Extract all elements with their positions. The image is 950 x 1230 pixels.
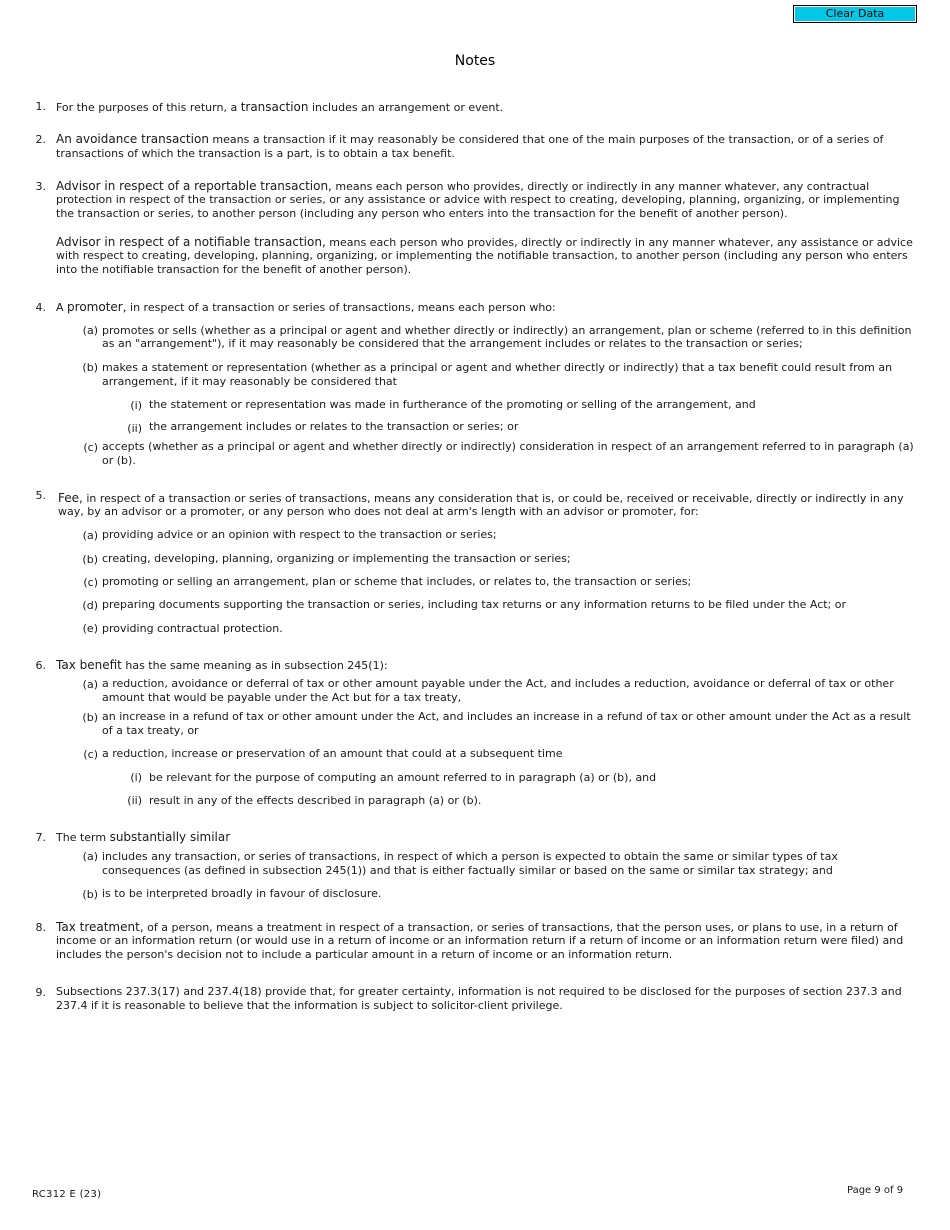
note-6-number: 6. — [35, 659, 46, 672]
note-6-item-a-line2: amount that would be payable under the Act but for a tax treaty, — [102, 691, 462, 704]
note-2-text: An avoidance transaction means a transaction if it may reasonably be considered that one of the main purposes of the transaction, or of a series of — [56, 132, 884, 146]
note-3-notifiable-line3: into the notifiable transaction for the benefit of another person). — [56, 263, 412, 276]
term-avoidance-transaction: An avoidance transaction — [56, 132, 209, 146]
note-3-notifiable-line1: Advisor in respect of a notifiable transaction, means each person who provides, directly or indirectly in any manner whatever, any assistance or advice — [56, 235, 913, 249]
note-4-number: 4. — [35, 301, 46, 314]
note-4-item-b-line1: makes a statement or representation (whether as a principal or agent and whether directly or indirectly) that a tax benefit could result from an — [102, 361, 893, 374]
note-4-item-b-line2: arrangement, if it may reasonably be considered that — [102, 375, 397, 388]
note-9-text-line1: Subsections 237.3(17) and 237.4(18) provide that, for greater certainty, information is not required to be disclosed for the purposes of section 237.3 and — [56, 985, 902, 998]
note-4-item-c-line1: accepts (whether as a principal or agent and whether directly or indirectly) consideration in respect of an arrangement referred to in paragraph (a) — [102, 440, 914, 453]
term-substantially-similar: substantially similar — [109, 830, 231, 844]
note-7-item-b-line1: is to be interpreted broadly in favour of disclosure. — [102, 887, 382, 900]
note-6-item-b-line2: of a tax treaty, or — [102, 724, 199, 737]
note-5-item-c-label: (c) — [83, 576, 98, 589]
note-6-sub-i-text: be relevant for the purpose of computing an amount referred to in paragraph (a) or (b), and — [149, 771, 657, 784]
note-4-item-a-label: (a) — [82, 324, 98, 337]
note-6-item-b-line1: an increase in a refund of tax or other amount under the Act, and includes an increase in a refund of tax or other amount under the Act as a result — [102, 710, 911, 723]
note-6-item-c-line1: a reduction, increase or preservation of an amount that could at a subsequent time — [102, 747, 563, 760]
note-8-text-line1: Tax treatment, of a person, means a treatment in respect of a transaction, or series of transactions, that the person uses, or plans to use, in a return of — [56, 920, 898, 934]
term-fee: Fee, — [58, 491, 83, 505]
term-tax-benefit: Tax benefit — [56, 658, 122, 672]
note-5-text-line2: way, by an advisor or a promoter, or any person who does not deal at arm's length with an advisor or promoter, for: — [58, 505, 699, 518]
note-7-item-a-label: (a) — [82, 850, 98, 863]
note-6-item-a-line1: a reduction, avoidance or deferral of tax or other amount payable under the Act, and includes a reduction, avoidance or deferral of tax or other — [102, 677, 894, 690]
note-4-sub-i-label: (i) — [130, 399, 142, 412]
note-5-item-a-label: (a) — [82, 529, 98, 542]
note-5-item-e-label: (e) — [82, 622, 98, 635]
note-1-text: For the purposes of this return, a transaction includes an arrangement or event. — [56, 100, 504, 114]
note-7-item-b-label: (b) — [82, 888, 98, 901]
form-identifier: RC312 E (23) — [32, 1189, 102, 1200]
note-6-item-a-label: (a) — [82, 678, 98, 691]
term-transaction: transaction — [240, 100, 309, 114]
note-5-item-b-label: (b) — [82, 553, 98, 566]
note-7-item-a-line1: includes any transaction, or series of transactions, in respect of which a person is expected to obtain the same or similar types of tax — [102, 850, 838, 863]
note-4-text: A promoter, in respect of a transaction or series of transactions, means each person who: — [56, 300, 556, 314]
note-4-item-c-label: (c) — [83, 441, 98, 454]
note-4-sub-ii-text: the arrangement includes or relates to the transaction or series; or — [149, 420, 519, 433]
note-7-text: The term substantially similar — [56, 830, 231, 844]
page-number: Page 9 of 9 — [847, 1185, 904, 1196]
note-3-reportable-line1: Advisor in respect of a reportable transaction, means each person who provides, directly or indirectly in any manner whatever, any contractual — [56, 179, 870, 193]
note-4-sub-ii-label: (ii) — [127, 422, 142, 435]
note-3-notifiable-line2: with respect to creating, developing, planning, organizing, or implementing the notifiable transaction, to another person (including any person who enters — [56, 249, 908, 262]
note-2-number: 2. — [35, 133, 46, 146]
note-4-item-c-line2: or (b). — [102, 454, 136, 467]
note-4-item-a-line2: as an "arrangement"), if it may reasonably be considered that the arrangement includes or relates to the transaction or series; — [102, 337, 803, 350]
term-promoter: promoter, — [67, 300, 127, 314]
note-4-sub-i-text: the statement or representation was made in furtherance of the promoting or selling of the arrangement, and — [149, 398, 756, 411]
note-7-item-a-line2: consequences (as defined in subsection 245(1)) and that is either factually similar or based on the same or similar tax strategy; and — [102, 864, 833, 877]
note-3-number: 3. — [35, 180, 46, 193]
note-4-item-a-line1: promotes or sells (whether as a principal or agent and whether directly or indirectly) an arrangement, plan or scheme (referred to in this definition — [102, 324, 912, 337]
note-8-text-line2: income or an information return (or would use in a return of income or an information return if a return of income or an information return were filed) and — [56, 934, 904, 947]
note-1-number: 1. — [35, 100, 46, 113]
note-2-text-line2: transactions of which the transaction is a part, is to obtain a tax benefit. — [56, 147, 455, 160]
note-6-sub-i-label: (i) — [130, 771, 142, 784]
note-5-text-line1: Fee, in respect of a transaction or series of transactions, means any consideration that is, or could be, received or receivable, directly or indirectly in any — [58, 491, 904, 505]
term-advisor-reportable: Advisor in respect of a reportable transaction, — [56, 179, 332, 193]
term-advisor-notifiable: Advisor in respect of a notifiable transaction, — [56, 235, 326, 249]
note-5-item-a-text: providing advice or an opinion with respect to the transaction or series; — [102, 528, 497, 541]
note-6-item-c-label: (c) — [83, 748, 98, 761]
note-3-reportable-line3: the transaction or series, to another person (including any person who enters into the transaction for the benefit of another person). — [56, 207, 788, 220]
note-5-item-b-text: creating, developing, planning, organizing or implementing the transaction or series; — [102, 552, 571, 565]
note-3-reportable-line2: protection in respect of the transaction or series, or any assistance or advice with respect to creating, developing, planning, organizing, or implementing — [56, 193, 900, 206]
term-tax-treatment: Tax treatment, — [56, 920, 144, 934]
note-8-text-line3: includes the person's decision not to include a particular amount in a return of income or an information return. — [56, 948, 673, 961]
note-5-item-d-label: (d) — [82, 599, 98, 612]
note-5-item-e-text: providing contractual protection. — [102, 622, 283, 635]
page-title: Notes — [454, 53, 496, 69]
note-9-text-line2: 237.4 if it is reasonable to believe that the information is subject to solicitor-client privilege. — [56, 999, 563, 1012]
note-9-number: 9. — [35, 986, 46, 999]
clear-data-button[interactable]: Clear Data — [793, 5, 917, 23]
note-5-number: 5. — [35, 489, 46, 502]
note-6-item-b-label: (b) — [82, 711, 98, 724]
note-7-number: 7. — [35, 831, 46, 844]
note-4-item-b-label: (b) — [82, 361, 98, 374]
note-6-sub-ii-text: result in any of the effects described in paragraph (a) or (b). — [149, 794, 482, 807]
note-8-number: 8. — [35, 921, 46, 934]
note-5-item-d-text: preparing documents supporting the transaction or series, including tax returns or any information returns to be filed under the Act; or — [102, 598, 847, 611]
note-6-text: Tax benefit has the same meaning as in subsection 245(1): — [56, 658, 388, 672]
note-5-item-c-text: promoting or selling an arrangement, plan or scheme that includes, or relates to, the transaction or series; — [102, 575, 692, 588]
note-6-sub-ii-label: (ii) — [127, 794, 142, 807]
